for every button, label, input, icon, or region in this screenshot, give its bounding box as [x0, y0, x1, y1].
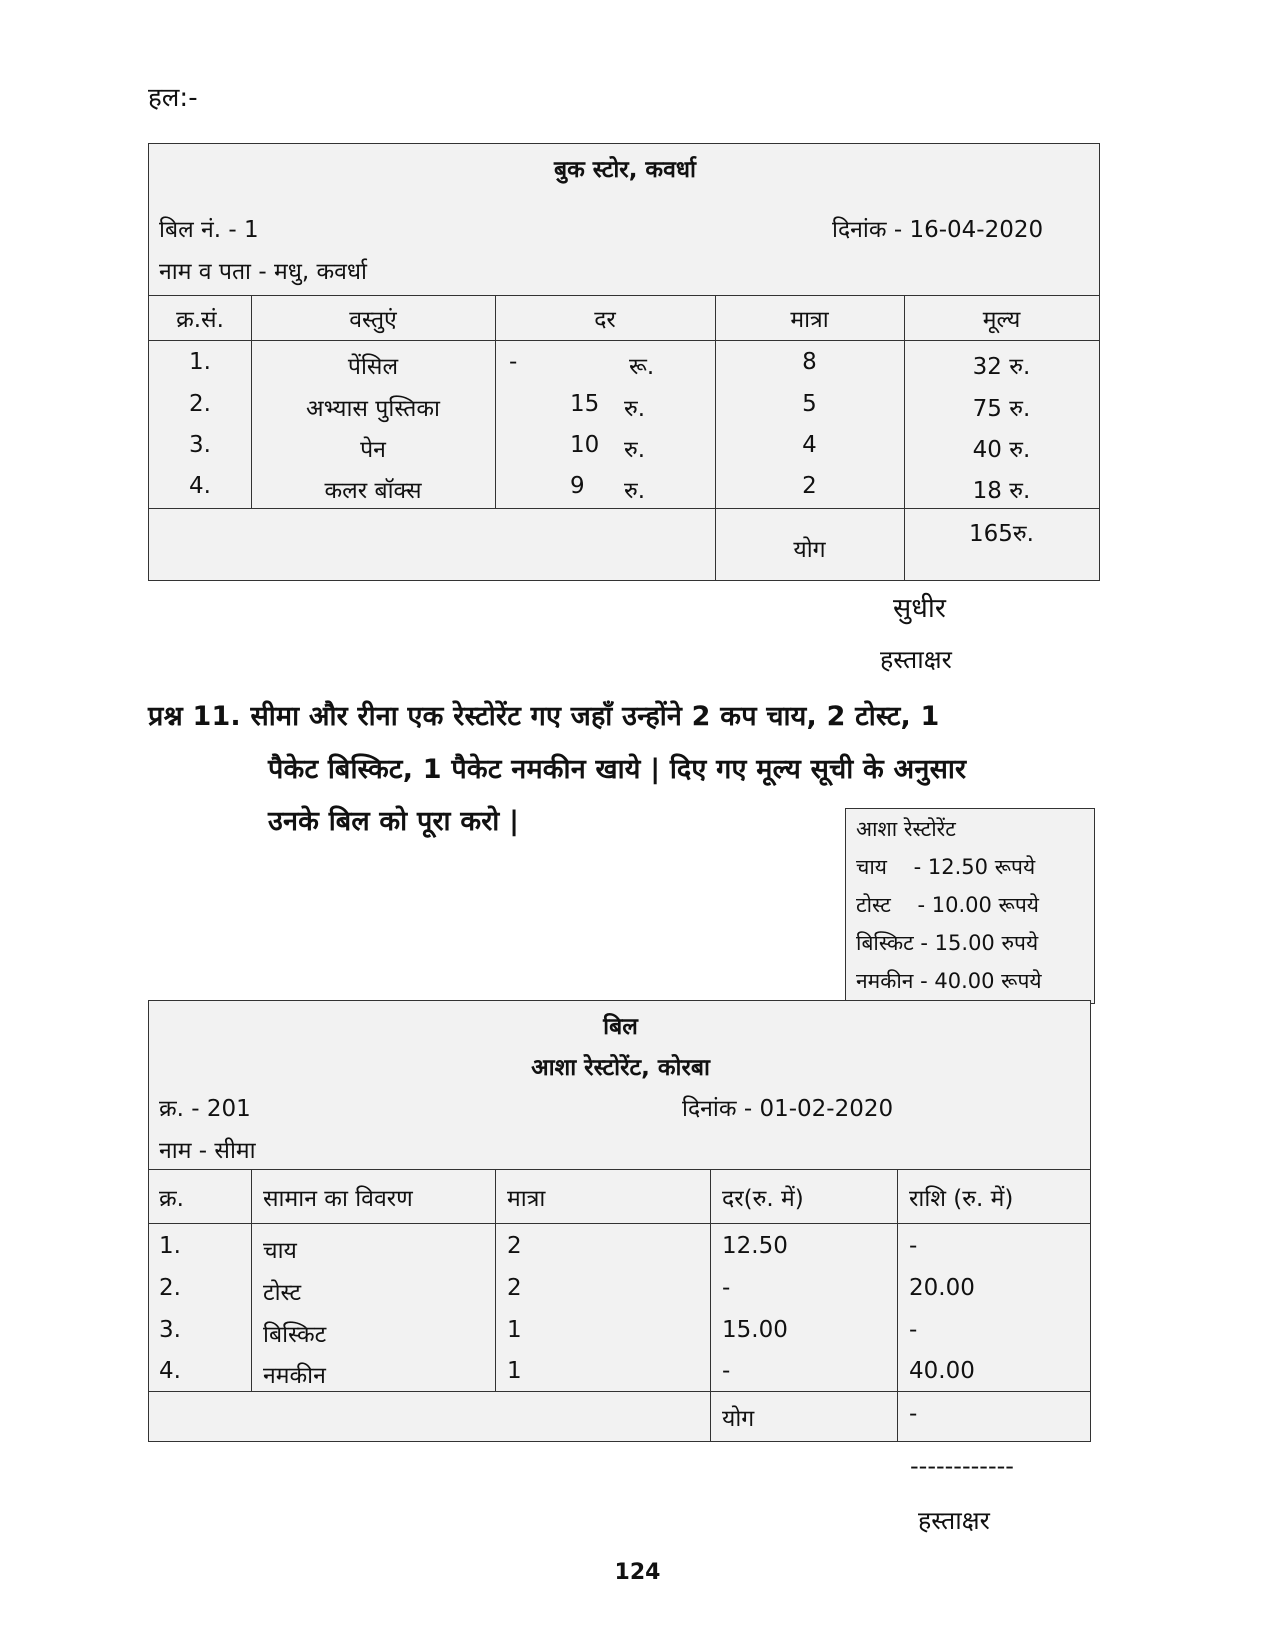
bill2-header-rate: दर(रु. में)	[722, 1186, 804, 1212]
bill1-row-rate-unit: रु.	[624, 437, 646, 463]
bill2-restaurant-name: आशा रेस्टोरेंट, कोरबा	[531, 1055, 710, 1081]
bill2-col-divider	[897, 1169, 898, 1441]
bill2-row-amount: -	[909, 1317, 918, 1343]
bill1-signature-name: सुधीर	[893, 593, 946, 624]
bill2-row-sn: 2.	[159, 1275, 181, 1301]
bill2-row-rate: -	[722, 1275, 731, 1301]
bill2-row-rate: 15.00	[722, 1317, 788, 1343]
bill2-row-sn: 4.	[159, 1358, 181, 1384]
bill1-row-item: अभ्यास पुस्तिका	[306, 396, 440, 422]
bill2-signature-line: ------------	[910, 1452, 1014, 1480]
bill2-date: दिनांक - 01-02-2020	[682, 1096, 894, 1122]
bill2-box	[148, 1000, 1091, 1442]
bill2-total-value: -	[909, 1401, 918, 1427]
bill2-row-sn: 3.	[159, 1317, 181, 1343]
bill1-total-value: 165रु.	[969, 521, 1034, 547]
price-list-item: बिस्किट - 15.00 रुपये	[856, 931, 1039, 955]
bill1-row-qty: 2	[802, 473, 817, 499]
bill2-row-qty: 1	[507, 1358, 522, 1384]
bill2-row-amount: 40.00	[909, 1358, 975, 1384]
bill1-row-sn: 2.	[189, 391, 211, 417]
page-number: 124	[614, 1560, 661, 1585]
bill1-row-amount: 40 रु.	[972, 437, 1031, 463]
bill2-row-item: बिस्किट	[263, 1322, 327, 1348]
bill2-row-rate: 12.50	[722, 1233, 788, 1259]
price-list-item: टोस्ट - 10.00 रूपये	[856, 893, 1039, 917]
bill2-row-sn: 1.	[159, 1233, 181, 1259]
bill2-col-divider	[251, 1169, 252, 1391]
bill2-row-qty: 2	[507, 1233, 522, 1259]
price-list-box	[845, 808, 1095, 1004]
bill2-serial-number: क्र. - 201	[159, 1096, 251, 1122]
bill2-row-qty: 1	[507, 1317, 522, 1343]
bill1-header-item: वस्तुएं	[349, 307, 397, 333]
question-line-1: प्रश्न 11. सीमा और रीना एक रेस्टोरेंट गए जहाँ उन्होंने 2 कप चाय, 2 टोस्ट, 1	[148, 701, 940, 732]
price-list-item: चाय - 12.50 रूपये	[856, 855, 1036, 879]
bill2-header-top-line	[149, 1169, 1090, 1170]
bill2-row-item: चाय	[263, 1238, 297, 1264]
bill1-header-top-line	[149, 295, 1099, 296]
bill1-header-qty: मात्रा	[790, 307, 829, 333]
bill2-total-label: योग	[722, 1406, 755, 1432]
bill1-bill-number: बिल नं. - 1	[159, 217, 259, 243]
bill1-row-sn: 1.	[189, 349, 211, 375]
solution-label: हल:-	[148, 83, 198, 113]
bill2-header-bottom-line	[149, 1223, 1090, 1224]
bill1-header-sn: क्र.सं.	[176, 307, 224, 333]
bill1-date: दिनांक - 16-04-2020	[832, 217, 1044, 243]
bill1-total-line	[149, 508, 1099, 509]
bill1-row-qty: 4	[802, 432, 817, 458]
bill2-header-item: सामान का विवरण	[263, 1186, 413, 1212]
question-line-2: पैकेट बिस्किट, 1 पैकेट नमकीन खाये | दिए गए मूल्य सूची के अनुसार	[268, 754, 967, 785]
bill2-header-amount: राशि (रु. में)	[909, 1186, 1014, 1212]
bill1-header-bottom-line	[149, 340, 1099, 341]
bill1-row-rate: -	[509, 349, 518, 375]
bill2-row-amount: 20.00	[909, 1275, 975, 1301]
bill2-header-sn: क्र.	[159, 1186, 184, 1212]
bill1-row-item: पेंसिल	[347, 354, 399, 380]
bill1-name-address: नाम व पता - मधु, कवर्धा	[159, 259, 368, 285]
bill1-signature-label: हस्ताक्षर	[880, 645, 952, 674]
bill2-signature-label: हस्ताक्षर	[918, 1506, 990, 1535]
price-list-title: आशा रेस्टोरेंट	[856, 817, 956, 841]
bill2-customer-name: नाम - सीमा	[159, 1138, 256, 1164]
bill1-box	[148, 143, 1100, 581]
bill1-row-item: पेन	[360, 437, 386, 463]
bill1-row-amount: 32 रु.	[972, 354, 1031, 380]
bill1-header-rate: दर	[594, 307, 616, 333]
bill2-row-amount: -	[909, 1233, 918, 1259]
bill1-row-rate-unit: रु.	[624, 396, 646, 422]
bill2-row-rate: -	[722, 1358, 731, 1384]
bill2-total-line	[149, 1391, 1090, 1392]
bill1-row-qty: 8	[802, 349, 817, 375]
bill1-total-label: योग	[793, 537, 826, 563]
bill1-row-rate: 9	[570, 473, 585, 499]
question-line-3: उनके बिल को पूरा करो |	[268, 806, 520, 837]
bill1-row-sn: 3.	[189, 432, 211, 458]
bill1-row-amount: 18 रु.	[972, 478, 1031, 504]
bill1-row-rate: 15	[570, 391, 600, 417]
bill1-row-rate-unit: रू.	[629, 354, 655, 380]
bill2-row-item: टोस्ट	[263, 1280, 302, 1306]
bill2-header-qty: मात्रा	[507, 1186, 546, 1212]
bill2-row-item: नमकीन	[263, 1363, 326, 1389]
bill1-store-name: बुक स्टोर, कवर्धा	[553, 157, 696, 183]
bill2-row-qty: 2	[507, 1275, 522, 1301]
bill1-row-qty: 5	[802, 391, 817, 417]
bill2-title: बिल	[603, 1014, 638, 1040]
bill2-col-divider	[710, 1169, 711, 1441]
bill1-row-sn: 4.	[189, 473, 211, 499]
bill1-row-rate: 10	[570, 432, 600, 458]
price-list-item: नमकीन - 40.00 रूपये	[856, 969, 1042, 993]
bill1-row-item: कलर बॉक्स	[324, 478, 422, 504]
bill1-row-rate-unit: रु.	[624, 478, 646, 504]
bill2-col-divider	[495, 1169, 496, 1391]
bill1-header-amount: मूल्य	[982, 307, 1021, 333]
bill1-row-amount: 75 रु.	[972, 396, 1031, 422]
